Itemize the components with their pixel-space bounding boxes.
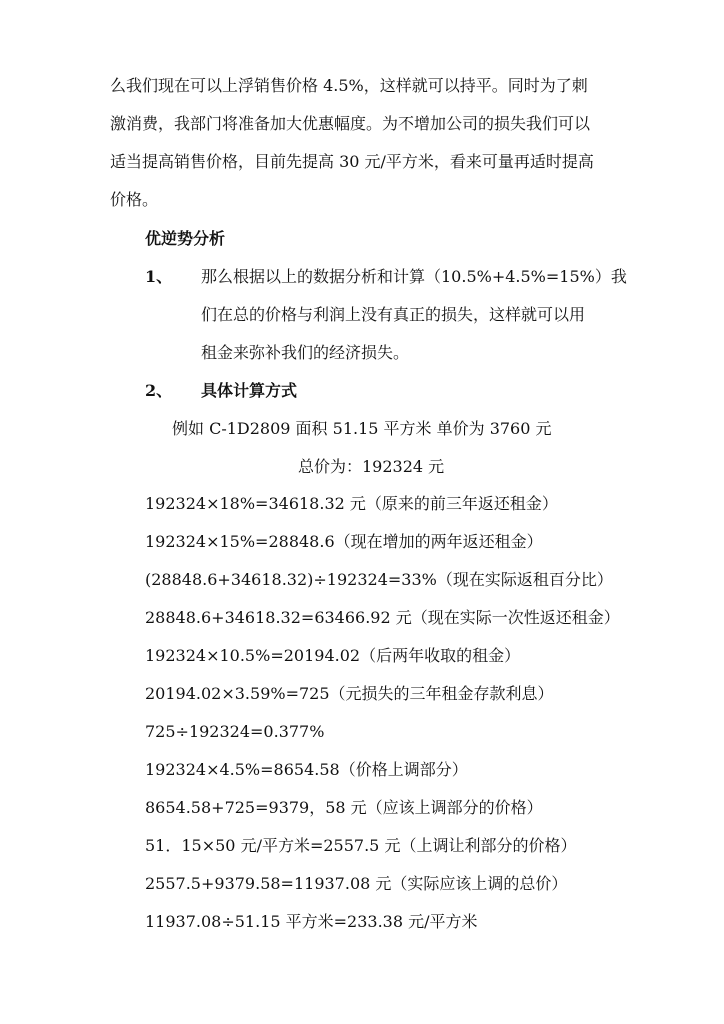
intro-line-3: 适当提高销售价格，目前先提高 30 元/平方米，看来可量再适时提高 — [110, 152, 594, 171]
calc-line-5: 192324×10.5%=20194.02（后两年收取的租金） — [145, 646, 521, 665]
item1-line-3: 租金来弥补我们的经济损失。 — [201, 343, 410, 362]
calc-line-11: 2557.5+9379.58=11937.08 元（实际应该上调的总价） — [145, 874, 568, 893]
intro-line-4: 价格。 — [110, 190, 159, 209]
calc-line-7: 725÷192324=0.377% — [145, 722, 325, 741]
item1-line-2: 们在总的价格与利润上没有真正的损失，这样就可以用 — [201, 305, 586, 324]
example-line: 例如 C-1D2809 面积 51.15 平方米 单价为 3760 元 — [172, 419, 552, 438]
calc-line-1: 192324×18%=34618.32 元（原来的前三年返还租金） — [145, 494, 558, 513]
calc-line-8: 192324×4.5%=8654.58（价格上调部分） — [145, 760, 468, 779]
intro-line-2: 激消费，我部门将准备加大优惠幅度。为不增加公司的损失我们可以 — [110, 114, 591, 133]
calc-line-12: 11937.08÷51.15 平方米=233.38 元/平方米 — [145, 912, 478, 931]
intro-line-1: 么我们现在可以上浮销售价格 4.5%，这样就可以持平。同时为了刺 — [110, 76, 588, 95]
item2-number: 2、 — [145, 381, 173, 400]
calc-line-6: 20194.02×3.59%=725（元损失的三年租金存款利息） — [145, 684, 554, 703]
item1-number: 1、 — [145, 267, 173, 286]
section-title: 优逆势分析 — [145, 229, 226, 248]
item1-line-1: 那么根据以上的数据分析和计算（10.5%+4.5%=15%）我 — [201, 267, 627, 286]
item2-title: 具体计算方式 — [201, 381, 298, 400]
calc-line-10: 51．15×50 元/平方米=2557.5 元（上调让利部分的价格） — [145, 836, 577, 855]
calc-line-2: 192324×15%=28848.6（现在增加的两年返还租金） — [145, 532, 543, 551]
calc-line-3: (28848.6+34618.32)÷192324=33%（现在实际返租百分比） — [145, 570, 613, 589]
calc-line-4: 28848.6+34618.32=63466.92 元（现在实际一次性返还租金） — [145, 608, 620, 627]
example-total: 总价为：192324 元 — [298, 457, 445, 476]
calc-line-9: 8654.58+725=9379，58 元（应该上调部分的价格） — [145, 798, 543, 817]
